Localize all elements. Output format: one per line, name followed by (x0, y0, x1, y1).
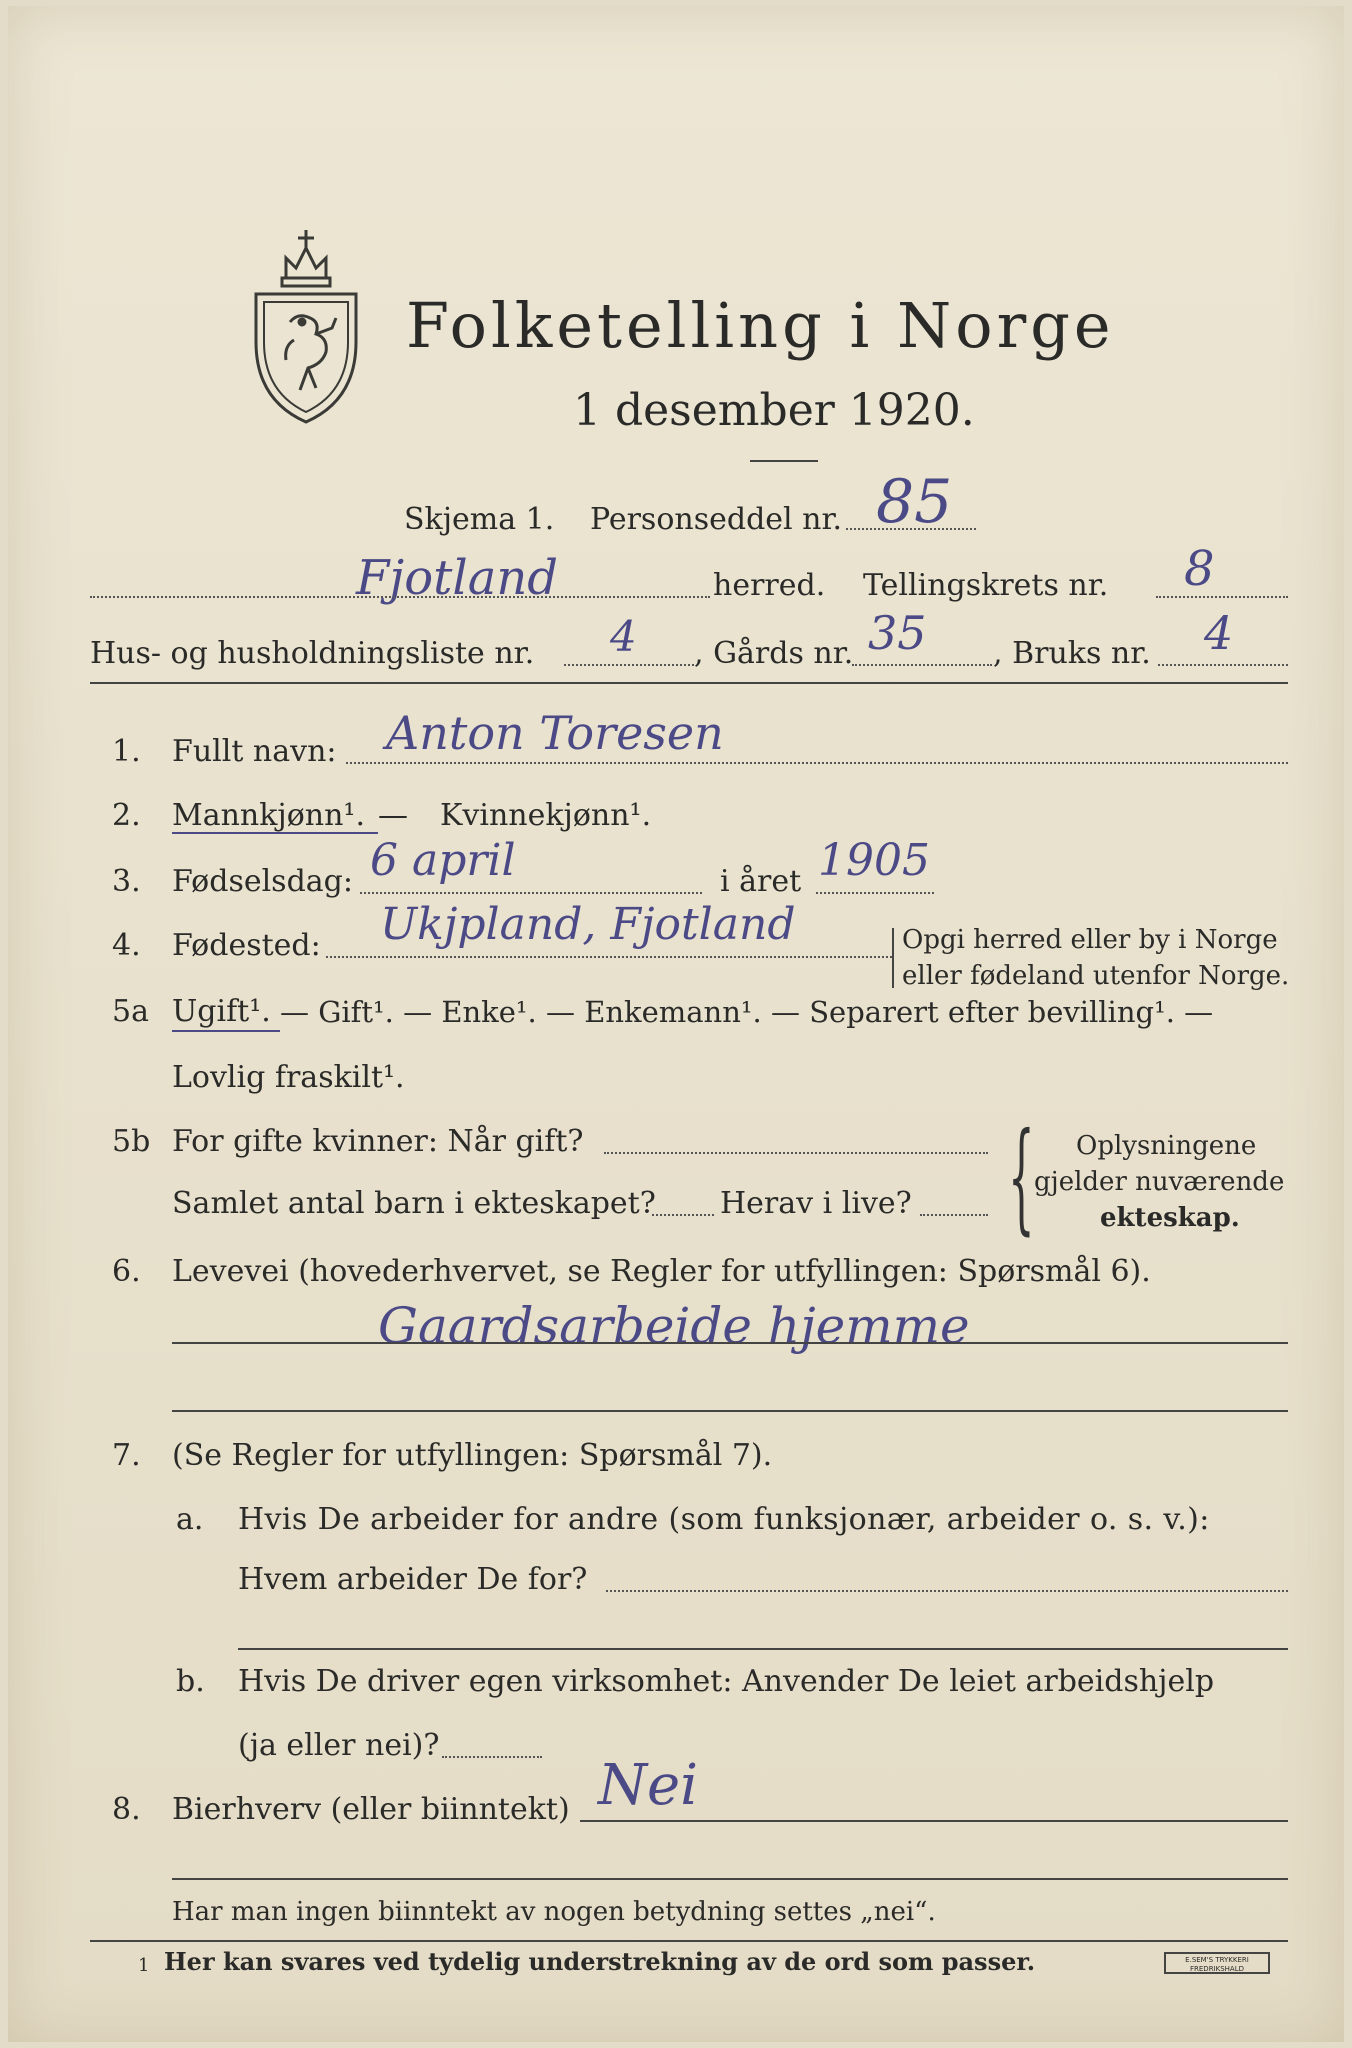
personseddel-value: 85 (876, 467, 953, 537)
q1-value: Anton Toresen (386, 706, 724, 760)
gards-label: , Gårds nr. (694, 636, 854, 671)
q6-value: Gaardsarbeide hjemme (378, 1297, 970, 1355)
header-rule (90, 682, 1288, 684)
q5b-note-line2: gjelder nuværende (1034, 1167, 1285, 1197)
q7b-yesno-dots (442, 1756, 542, 1758)
q2-female-option: Kvinnekjønn¹. (440, 798, 652, 833)
herred-dots (90, 596, 710, 598)
hus-dots (564, 664, 694, 666)
q7b-letter: b. (176, 1664, 205, 1699)
q5a-number: 5a (112, 994, 149, 1029)
herred-label: herred. (713, 568, 826, 603)
q5b-alive-label: Herav i live? (720, 1186, 912, 1221)
q7a-employer-dots (606, 1590, 1288, 1592)
gards-dots (852, 664, 992, 666)
q7a-employer-label: Hvem arbeider De for? (238, 1562, 588, 1597)
q8-value: Nei (598, 1753, 699, 1818)
footer-note: Har man ingen biinntekt av nogen betydning settes „nei“. (172, 1897, 936, 1927)
q7a-label: Hvis De arbeider for andre (som funksjonær, arbeider o. s. v.): (238, 1502, 1210, 1537)
q5b-children-dots (652, 1214, 714, 1216)
q1-dots (346, 762, 1288, 764)
q6-line1 (172, 1342, 1288, 1344)
q5b-when-married-dots (604, 1152, 988, 1154)
q1-number: 1. (112, 734, 141, 769)
q3-year-label: i året (720, 864, 802, 899)
q3-label: Fødselsdag: (172, 864, 353, 899)
q7b-label: Hvis De driver egen virksomhet: Anvender De leiet arbeidshjelp (238, 1664, 1215, 1699)
q5b-when-married-label: For gifte kvinner: Når gift? (172, 1124, 584, 1159)
hus-label: Hus- og husholdningsliste nr. (90, 636, 535, 671)
footnote-text: Her kan svares ved tydelig understrekning av de ord som passer. (164, 1947, 1036, 1976)
personseddel-label: Personseddel nr. (590, 502, 843, 537)
bruks-label: , Bruks nr. (993, 636, 1151, 671)
hus-value: 4 (610, 612, 637, 661)
q3-dots (360, 892, 702, 894)
q4-value: Ukjpland, Fjotland (380, 899, 796, 950)
q5b-number: 5b (112, 1124, 151, 1159)
q6-label: Levevei (hovederhvervet, se Regler for utfyllingen: Spørsmål 6). (172, 1254, 1151, 1289)
census-form-page (8, 6, 1344, 2042)
q5b-note-line1: Oplysningene (1076, 1131, 1257, 1161)
q3-year-value: 1905 (818, 835, 930, 886)
q7-number: 7. (112, 1438, 141, 1473)
q1-label: Fullt navn: (172, 734, 337, 769)
footnote-rule (90, 1940, 1288, 1942)
tellingskrets-dots (1156, 596, 1288, 598)
q7-label: (Se Regler for utfyllingen: Spørsmål 7). (172, 1438, 773, 1473)
q6-number: 6. (112, 1254, 141, 1289)
q7b-yesno-label: (ja eller nei)? (238, 1728, 440, 1763)
q4-note-line2: eller fødeland utenfor Norge. (902, 961, 1290, 991)
norwegian-lion-coat-of-arms-icon (246, 222, 366, 428)
q8-line (580, 1820, 1288, 1822)
q5a-other-options: — Gift¹. — Enke¹. — Enkemann¹. — Separert efter bevilling¹. — (280, 995, 1214, 1029)
tellingskrets-value: 8 (1184, 541, 1215, 597)
q5a-ugift-underline (172, 1030, 280, 1032)
q4-note-bracket (892, 928, 894, 988)
footnote-mark: 1 (138, 1955, 150, 1976)
q3-number: 3. (112, 864, 141, 899)
q5a-fraskilt-option: Lovlig fraskilt¹. (172, 1060, 405, 1095)
q2-separator: — (378, 798, 408, 833)
tellingskrets-label: Tellingskrets nr. (863, 568, 1109, 603)
page-title: Folketelling i Norge (406, 289, 1115, 362)
q7a-employer-line2 (238, 1648, 1288, 1650)
q4-number: 4. (112, 928, 141, 963)
q4-dots (326, 956, 892, 958)
footer-rule (172, 1878, 1288, 1880)
q3-year-dots (816, 892, 934, 894)
q2-number: 2. (112, 798, 141, 833)
q5b-children-label: Samlet antal barn i ekteskapet? (172, 1186, 656, 1221)
q3-value: 6 april (370, 835, 516, 886)
q6-line2 (172, 1410, 1288, 1412)
bruks-dots (1158, 664, 1288, 666)
q7a-letter: a. (176, 1502, 204, 1537)
q4-label: Fødested: (172, 928, 321, 963)
census-date: 1 desember 1920. (573, 385, 975, 436)
herred-value: Fjotland (356, 550, 558, 606)
q5a-ugift-option: Ugift¹. (172, 994, 271, 1029)
q8-number: 8. (112, 1792, 141, 1827)
printer-stamp: E.SEM'S TRYKKERI FREDRIKSHALD (1164, 1952, 1270, 1974)
q5b-alive-dots (920, 1214, 988, 1216)
title-rule (750, 460, 818, 462)
q4-note-line1: Opgi herred eller by i Norge (902, 925, 1278, 955)
bruks-value: 4 (1204, 606, 1234, 660)
q2-male-option: Mannkjønn¹. (172, 798, 365, 833)
gards-value: 35 (868, 606, 927, 660)
q2-male-underline (172, 832, 378, 834)
q5b-note-line3: ekteskap. (1100, 1203, 1240, 1233)
q8-label: Bierhverv (eller biinntekt) (172, 1792, 570, 1827)
q5b-note-brace: { (1008, 1108, 1035, 1247)
schema-label: Skjema 1. (404, 502, 555, 537)
